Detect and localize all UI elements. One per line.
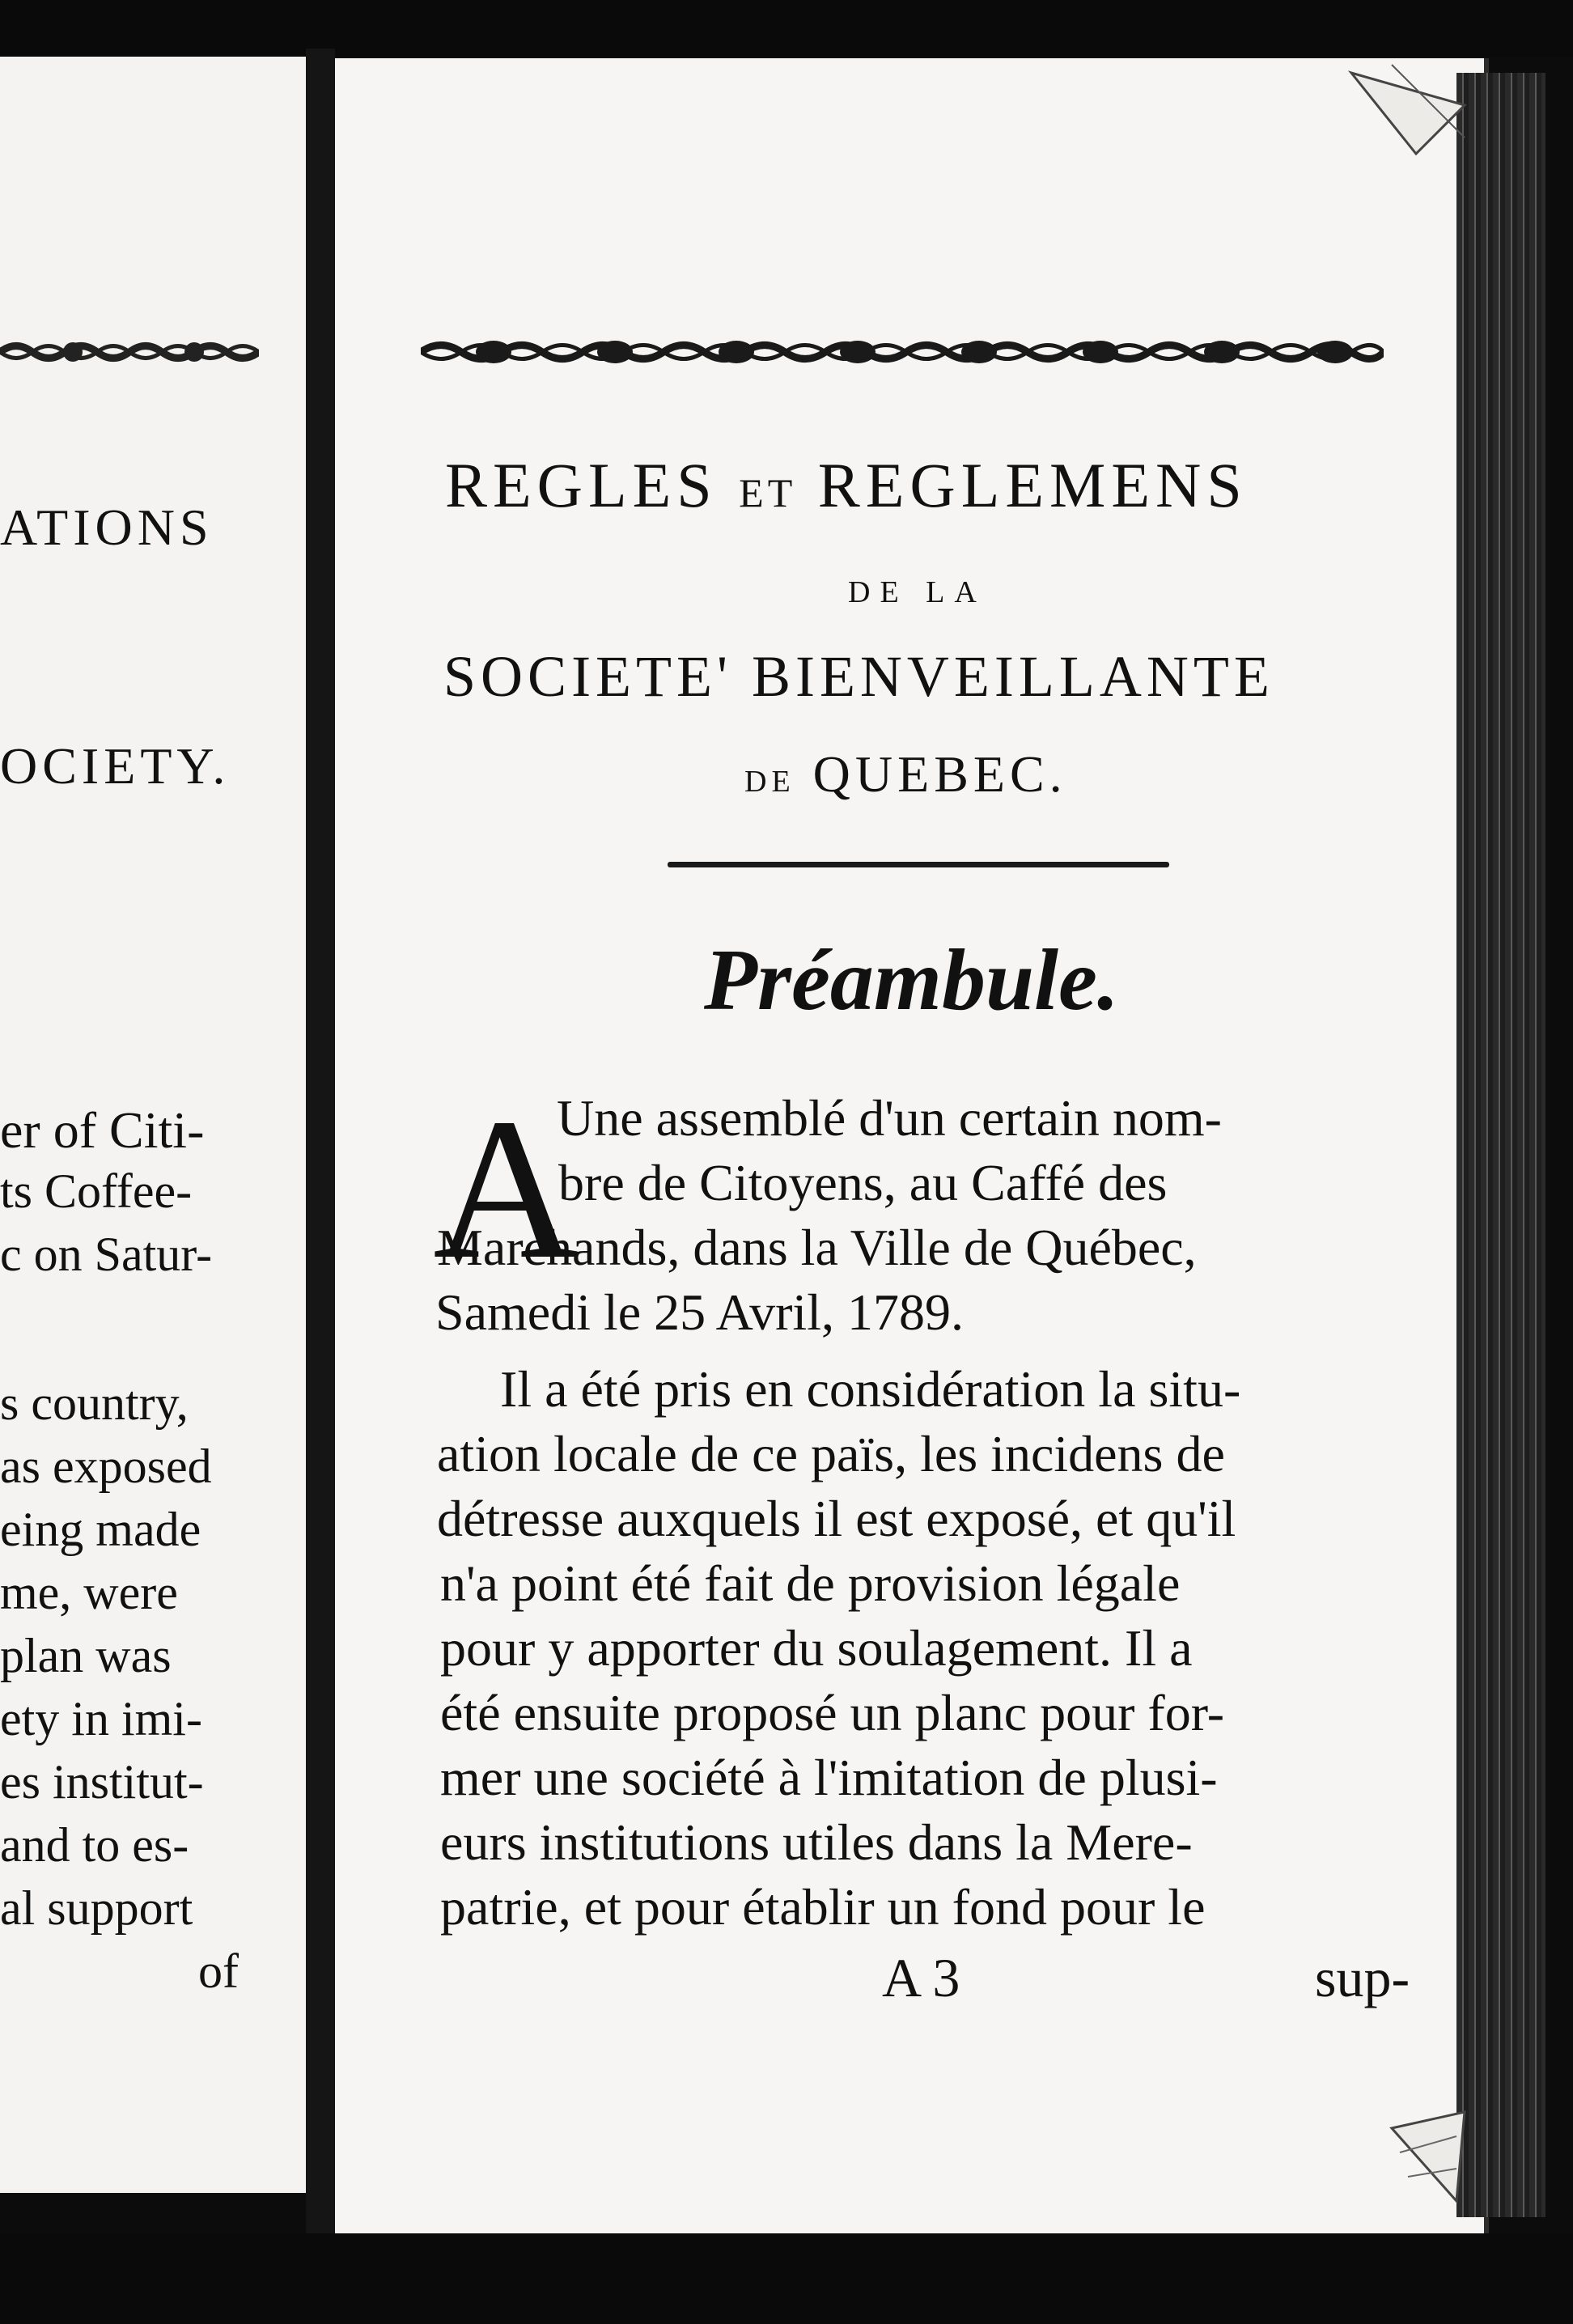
ornament-band [421, 332, 1384, 372]
page-edge-stack [1456, 73, 1545, 2217]
left-line: ety in imi- [0, 1692, 202, 1745]
section-title: Préambule. [704, 932, 1119, 1028]
text-line: Samedi le 25 Avril, 1789. [435, 1283, 964, 1341]
left-line: es institut- [0, 1755, 204, 1809]
corner-fold-top [1343, 57, 1473, 178]
left-heading-1: ATIONS [0, 498, 214, 556]
title-regles: REGLES [445, 450, 718, 520]
catchword: sup- [1315, 1947, 1410, 2008]
title-societe: SOCIETE' BIENVEILLANTE [443, 644, 1274, 709]
text-line: mer une société à l'imitation de plusi- [440, 1749, 1218, 1806]
text-line: Marchands, dans la Ville de Québec, [437, 1219, 1197, 1276]
title-de: DE [744, 765, 795, 799]
text-line: eurs institutions utiles dans la Mere- [440, 1813, 1193, 1871]
left-line: of [198, 1944, 239, 1998]
left-line: as exposed [0, 1440, 212, 1493]
title-rule [668, 862, 1169, 867]
book-gutter [306, 49, 335, 2233]
text-line: bre de Citoyens, au Caffé des [558, 1154, 1168, 1211]
drop-cap: A [433, 1077, 579, 1301]
left-line: er of Citi- [0, 1101, 205, 1159]
text-line: Il a été pris en considération la situ- [500, 1360, 1241, 1418]
left-line: al support [0, 1881, 193, 1935]
left-page [0, 57, 306, 2193]
left-line: s country, [0, 1376, 189, 1430]
left-line: eing made [0, 1503, 201, 1556]
title-reglemens: REGLEMENS [817, 450, 1248, 520]
text-line: été ensuite proposé un planc pour for- [440, 1684, 1225, 1741]
text-line: pour y apporter du soulagement. Il a [440, 1619, 1193, 1677]
title-quebec-line [744, 744, 1067, 804]
title-quebec: QUEBEC. [812, 745, 1067, 803]
text-line: détresse auxquels il est exposé, et qu'il [437, 1490, 1236, 1547]
left-line: plan was [0, 1629, 172, 1682]
left-line: ts Coffee- [0, 1164, 193, 1218]
text-line: patrie, et pour établir un fond pour le [440, 1878, 1206, 1936]
scan-frame-top [0, 0, 1573, 57]
text-line: Une assemblé d'un certain nom- [557, 1089, 1222, 1147]
left-line: me, were [0, 1566, 178, 1619]
title-line-1 [445, 449, 1248, 522]
title-et: ET [739, 470, 797, 515]
title-de-la: DE LA [848, 575, 986, 609]
text-line: ation locale de ce païs, les incidens de [437, 1425, 1225, 1482]
left-ornament-band [0, 332, 259, 372]
corner-fold-bottom [1376, 2104, 1481, 2217]
signature-mark: A 3 [882, 1947, 960, 2008]
text-line: n'a point été fait de provision légale [440, 1554, 1181, 1612]
left-line: and to es- [0, 1818, 189, 1872]
left-heading-2: OCIETY. [0, 737, 231, 795]
left-line: c on Satur- [0, 1228, 213, 1281]
scan-frame-bottom [0, 2233, 1573, 2324]
